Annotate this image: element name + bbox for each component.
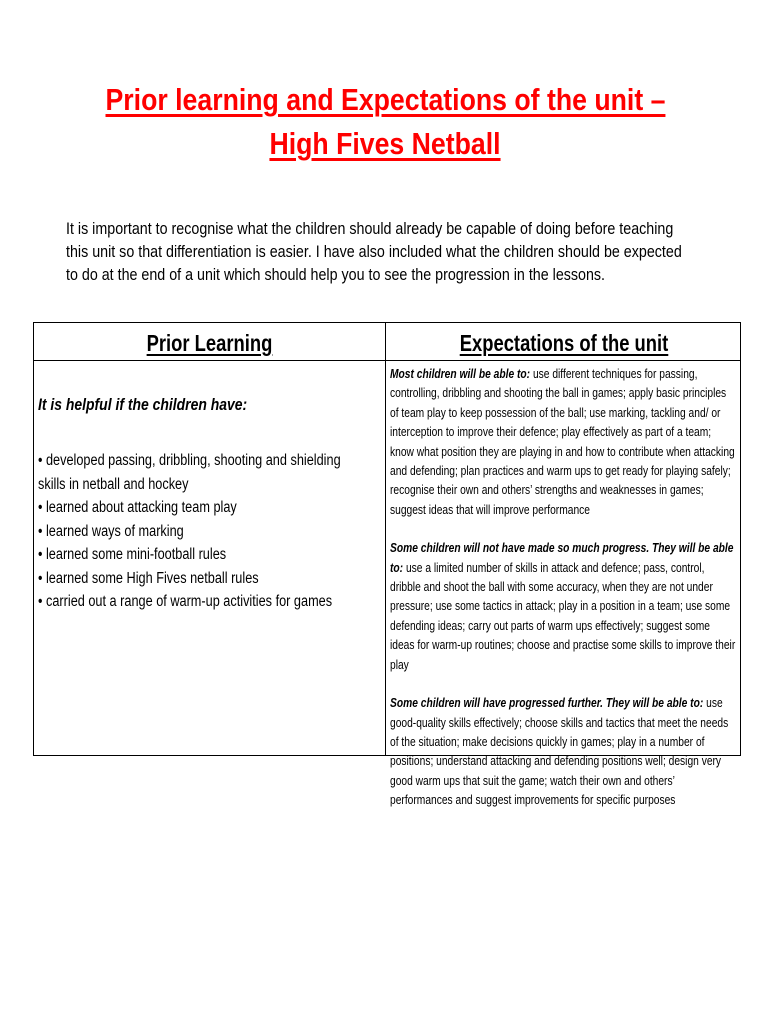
expectation-some-further: [390, 694, 736, 810]
prior-learning-header: Prior Learning: [146, 330, 273, 356]
expectation-text: use a limited number of skills in attack and defence; pass, control, dribble and shoot the ball with some accuracy, when they are not under pressure; use some tactics in attack; play in a position in a team; use some defending ideas; carry out parts of warm ups effectively; suggest some ideas for warm-up routines; choose and practise some skills to improve their play: [390, 560, 736, 672]
list-item: • developed passing, dribbling, shooting and shielding skills in netball and hockey: [38, 452, 341, 493]
learning-table: [33, 322, 741, 808]
list-item: • learned ways of marking: [38, 522, 184, 540]
expectation-text: use different techniques for passing, controlling, dribbling and shooting the ball in games; apply basic principles of team play to keep possession of the ball; use marking, tackling and/ or interception to improve their defence; play effectively as part of a team; know what position they are playing in and how to contribute when attacking and defending; plan practices and warm ups to get ready for playing safely; recognise their own and others’ strengths and weaknesses in games; suggest ideas that will improve performance: [390, 367, 735, 517]
header-divider: [34, 360, 740, 361]
expectation-lead: Some children will not have made so much progress. They will be able to:: [390, 541, 734, 575]
intro-paragraph: It is important to recognise what the children should already be capable of doing before teaching this unit so that differentiation is easier. I have also included what the children should be expected to do at the end of a unit which should help you to see the progression in the lessons.: [66, 219, 682, 284]
list-item: • carried out a range of warm-up activities for games: [38, 593, 333, 610]
expectation-text: use good-quality skills effectively; choose skills and tactics that meet the needs of the situation; make decisions quickly in games; play in a number of positions; understand attacking and defending positions well; design very good warm ups that suit the game; watch their own and others’ performances and suggest improvements for specific purposes: [390, 696, 729, 808]
list-item: • learned some mini-football rules: [38, 546, 227, 563]
expectation-most: [390, 365, 736, 520]
expectation-lead: Some children will have progressed further. They will be able to:: [390, 696, 704, 711]
helpful-heading: It is helpful if the children have:: [38, 395, 248, 414]
expectations-cell: [390, 365, 736, 830]
document-title: [106, 78, 665, 166]
expectation-lead: Most children will be able to:: [390, 367, 531, 381]
title-line-2: High Fives Netball: [269, 126, 501, 161]
column-divider: [385, 323, 386, 755]
expectation-some-less: [390, 539, 736, 675]
list-item: • learned about attacking team play: [38, 499, 237, 516]
title-line-1: Prior learning and Expectations of the unit –: [105, 82, 666, 117]
expectations-header: Expectations of the unit: [459, 330, 669, 356]
prior-learning-list: [38, 449, 366, 614]
list-item: • learned some High Fives netball rules: [38, 569, 259, 587]
